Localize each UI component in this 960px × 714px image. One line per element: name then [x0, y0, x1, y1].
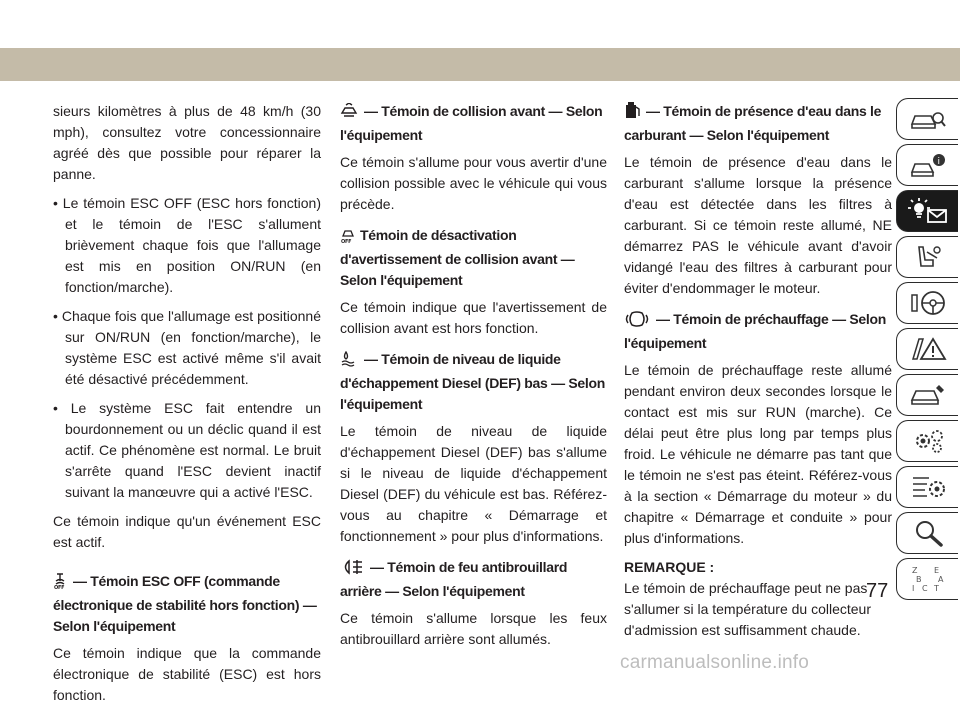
svg-text:T: T	[933, 584, 939, 593]
paragraph: Ce témoin indique que l'avertissement de collision avant est hors fonction.	[340, 299, 607, 336]
section-heading	[340, 557, 607, 602]
tab-warning-lights[interactable]	[896, 190, 958, 232]
forward-collision-off-icon	[340, 227, 354, 249]
paragraph: sieurs kilomètres à plus de 48 km/h (30 mph), consultez votre concessionnaire agréé dès que possible pour réparer la panne.	[53, 103, 321, 182]
tab-steering[interactable]	[896, 282, 958, 324]
warning-lights-icon	[908, 197, 948, 225]
tab-car-service[interactable]	[896, 374, 958, 416]
water-in-fuel-icon	[624, 101, 640, 125]
paragraph: Ce témoin indique qu'un événement ESC est actif.	[53, 513, 321, 550]
tab-car-info[interactable]	[896, 98, 958, 140]
tab-search[interactable]	[896, 512, 958, 554]
section-heading	[624, 309, 892, 354]
svg-text:Z: Z	[911, 566, 917, 575]
page-number: 77	[866, 580, 889, 602]
svg-text:OFF: OFF	[341, 239, 352, 243]
heading-text: — Témoin de préchauffage — Selon l'équipement	[624, 311, 886, 351]
paragraph: Le témoin de présence d'eau dans le carburant s'allume lorsque la présence d'eau est détectée dans les filtres à carburant. Si ce témoin reste allumé, NE démarrez PAS le véhicule avant d'avoir vidangé l'eau des filtres à carburant pour éviter d'endommager le moteur.	[624, 154, 892, 296]
car-service-icon	[909, 382, 947, 408]
section-heading	[340, 349, 607, 415]
svg-text:A: A	[937, 575, 943, 584]
heading-text: — Témoin de présence d'eau dans le carburant — Selon l'équipement	[624, 103, 882, 143]
note-text: Le témoin de préchauffage peut ne pas s'allumer si la température du collecteur d'admission est suffisamment chaude.	[624, 580, 872, 638]
tab-hazard-road[interactable]	[896, 328, 958, 370]
seat-safety-icon	[909, 244, 947, 270]
section-heading	[340, 101, 607, 146]
paragraph: Ce témoin indique que la commande électronique de stabilité (ESC) est hors fonction.	[53, 645, 321, 703]
svg-text:i: i	[937, 157, 940, 167]
paragraph: Le témoin de préchauffage reste allumé pendant environ deux secondes lorsque le contact est mis sur RUN (marche). Ce délai peut être plus long par temps plus froid. Le véhicule ne démarre pas tant que le témoin ne s'est pas éteint. Référez-vous à la section « Démarrage du moteur » du chapitre « Démarrage et conduite » pour plus d'informations.	[624, 362, 892, 546]
heading-text: — Témoin de collision avant — Selon l'équipement	[340, 103, 603, 143]
steering-wheel-icon	[909, 289, 947, 317]
def-fluid-icon	[340, 351, 358, 373]
bullet-item: • Le système ESC fait entendre un bourdonnement ou un déclic quand il est actif. Ce phénomène est normal. Le bruit s'arrête quand l'ESC devient inactif suivant la manœuvre qui a activé l'ESC.	[53, 400, 321, 500]
column-3	[624, 101, 892, 649]
paragraph: Ce témoin s'allume pour vous avertir d'une collision possible avec le véhicule qui vous précède.	[340, 154, 607, 212]
glow-plug-icon	[624, 311, 650, 333]
section-heading	[624, 101, 892, 146]
svg-text:B: B	[915, 575, 921, 584]
section-heading	[53, 571, 321, 637]
svg-text:I: I	[911, 584, 914, 593]
note-title: REMARQUE :	[624, 559, 715, 575]
paragraph: Ce témoin s'allume lorsque les feux antibrouillard arrière sont allumés.	[340, 610, 607, 647]
watermark: carmanualsonline.info	[620, 652, 810, 673]
rear-fog-icon	[340, 559, 364, 581]
heading-text: Témoin de désactivation d'avertissement de collision avant — Selon l'équipement	[340, 227, 575, 288]
paragraph: Le témoin de niveau de liquide d'échappement Diesel (DEF) bas s'allume si le niveau de liquide d'échappement Diesel (DEF) du véhicule est bas. Référez-vous au chapitre « Démarrage et fonctionnement » pour plus d'informations.	[340, 423, 607, 544]
column-2	[340, 101, 607, 658]
column-1	[53, 101, 321, 714]
esc-off-icon	[53, 573, 67, 595]
hazard-road-icon	[909, 335, 947, 363]
svg-text:C: C	[921, 584, 928, 593]
tab-seat-safety[interactable]	[896, 236, 958, 278]
tab-index[interactable]	[896, 558, 958, 600]
tab-gear-list[interactable]	[896, 466, 958, 508]
index-letters-icon	[908, 564, 948, 594]
tab-car-alert[interactable]	[896, 144, 958, 186]
tab-gear-settings[interactable]	[896, 420, 958, 462]
gear-settings-icon	[909, 427, 947, 455]
car-alert-icon	[909, 152, 947, 178]
heading-text: — Témoin ESC OFF (commande électronique de stabilité hors fonction) — Selon l'équipement	[53, 573, 317, 634]
forward-collision-icon	[340, 103, 358, 125]
gear-list-icon	[909, 473, 947, 501]
bullet-item: • Le témoin ESC OFF (ESC hors fonction) et le témoin de l'ESC s'allument brièvement chaque fois que l'allumage est mis en position ON/RUN (en fonction/marche).	[53, 195, 321, 295]
header-stripe	[0, 48, 960, 81]
chapter-tabs	[896, 98, 960, 604]
magnifier-icon	[909, 519, 947, 547]
svg-text:OFF: OFF	[54, 585, 65, 589]
section-heading	[340, 225, 607, 291]
heading-text: — Témoin de niveau de liquide d'échappement Diesel (DEF) bas — Selon l'équipement	[340, 351, 605, 412]
heading-text: — Témoin de feu antibrouillard arrière — Selon l'équipement	[340, 559, 568, 599]
svg-text:E: E	[933, 566, 939, 575]
car-info-icon	[909, 106, 947, 132]
bullet-item: • Chaque fois que l'allumage est positionné sur ON/RUN (en fonction/marche), le système ESC est activé même s'il avait été désactivé précédemment.	[53, 308, 321, 387]
